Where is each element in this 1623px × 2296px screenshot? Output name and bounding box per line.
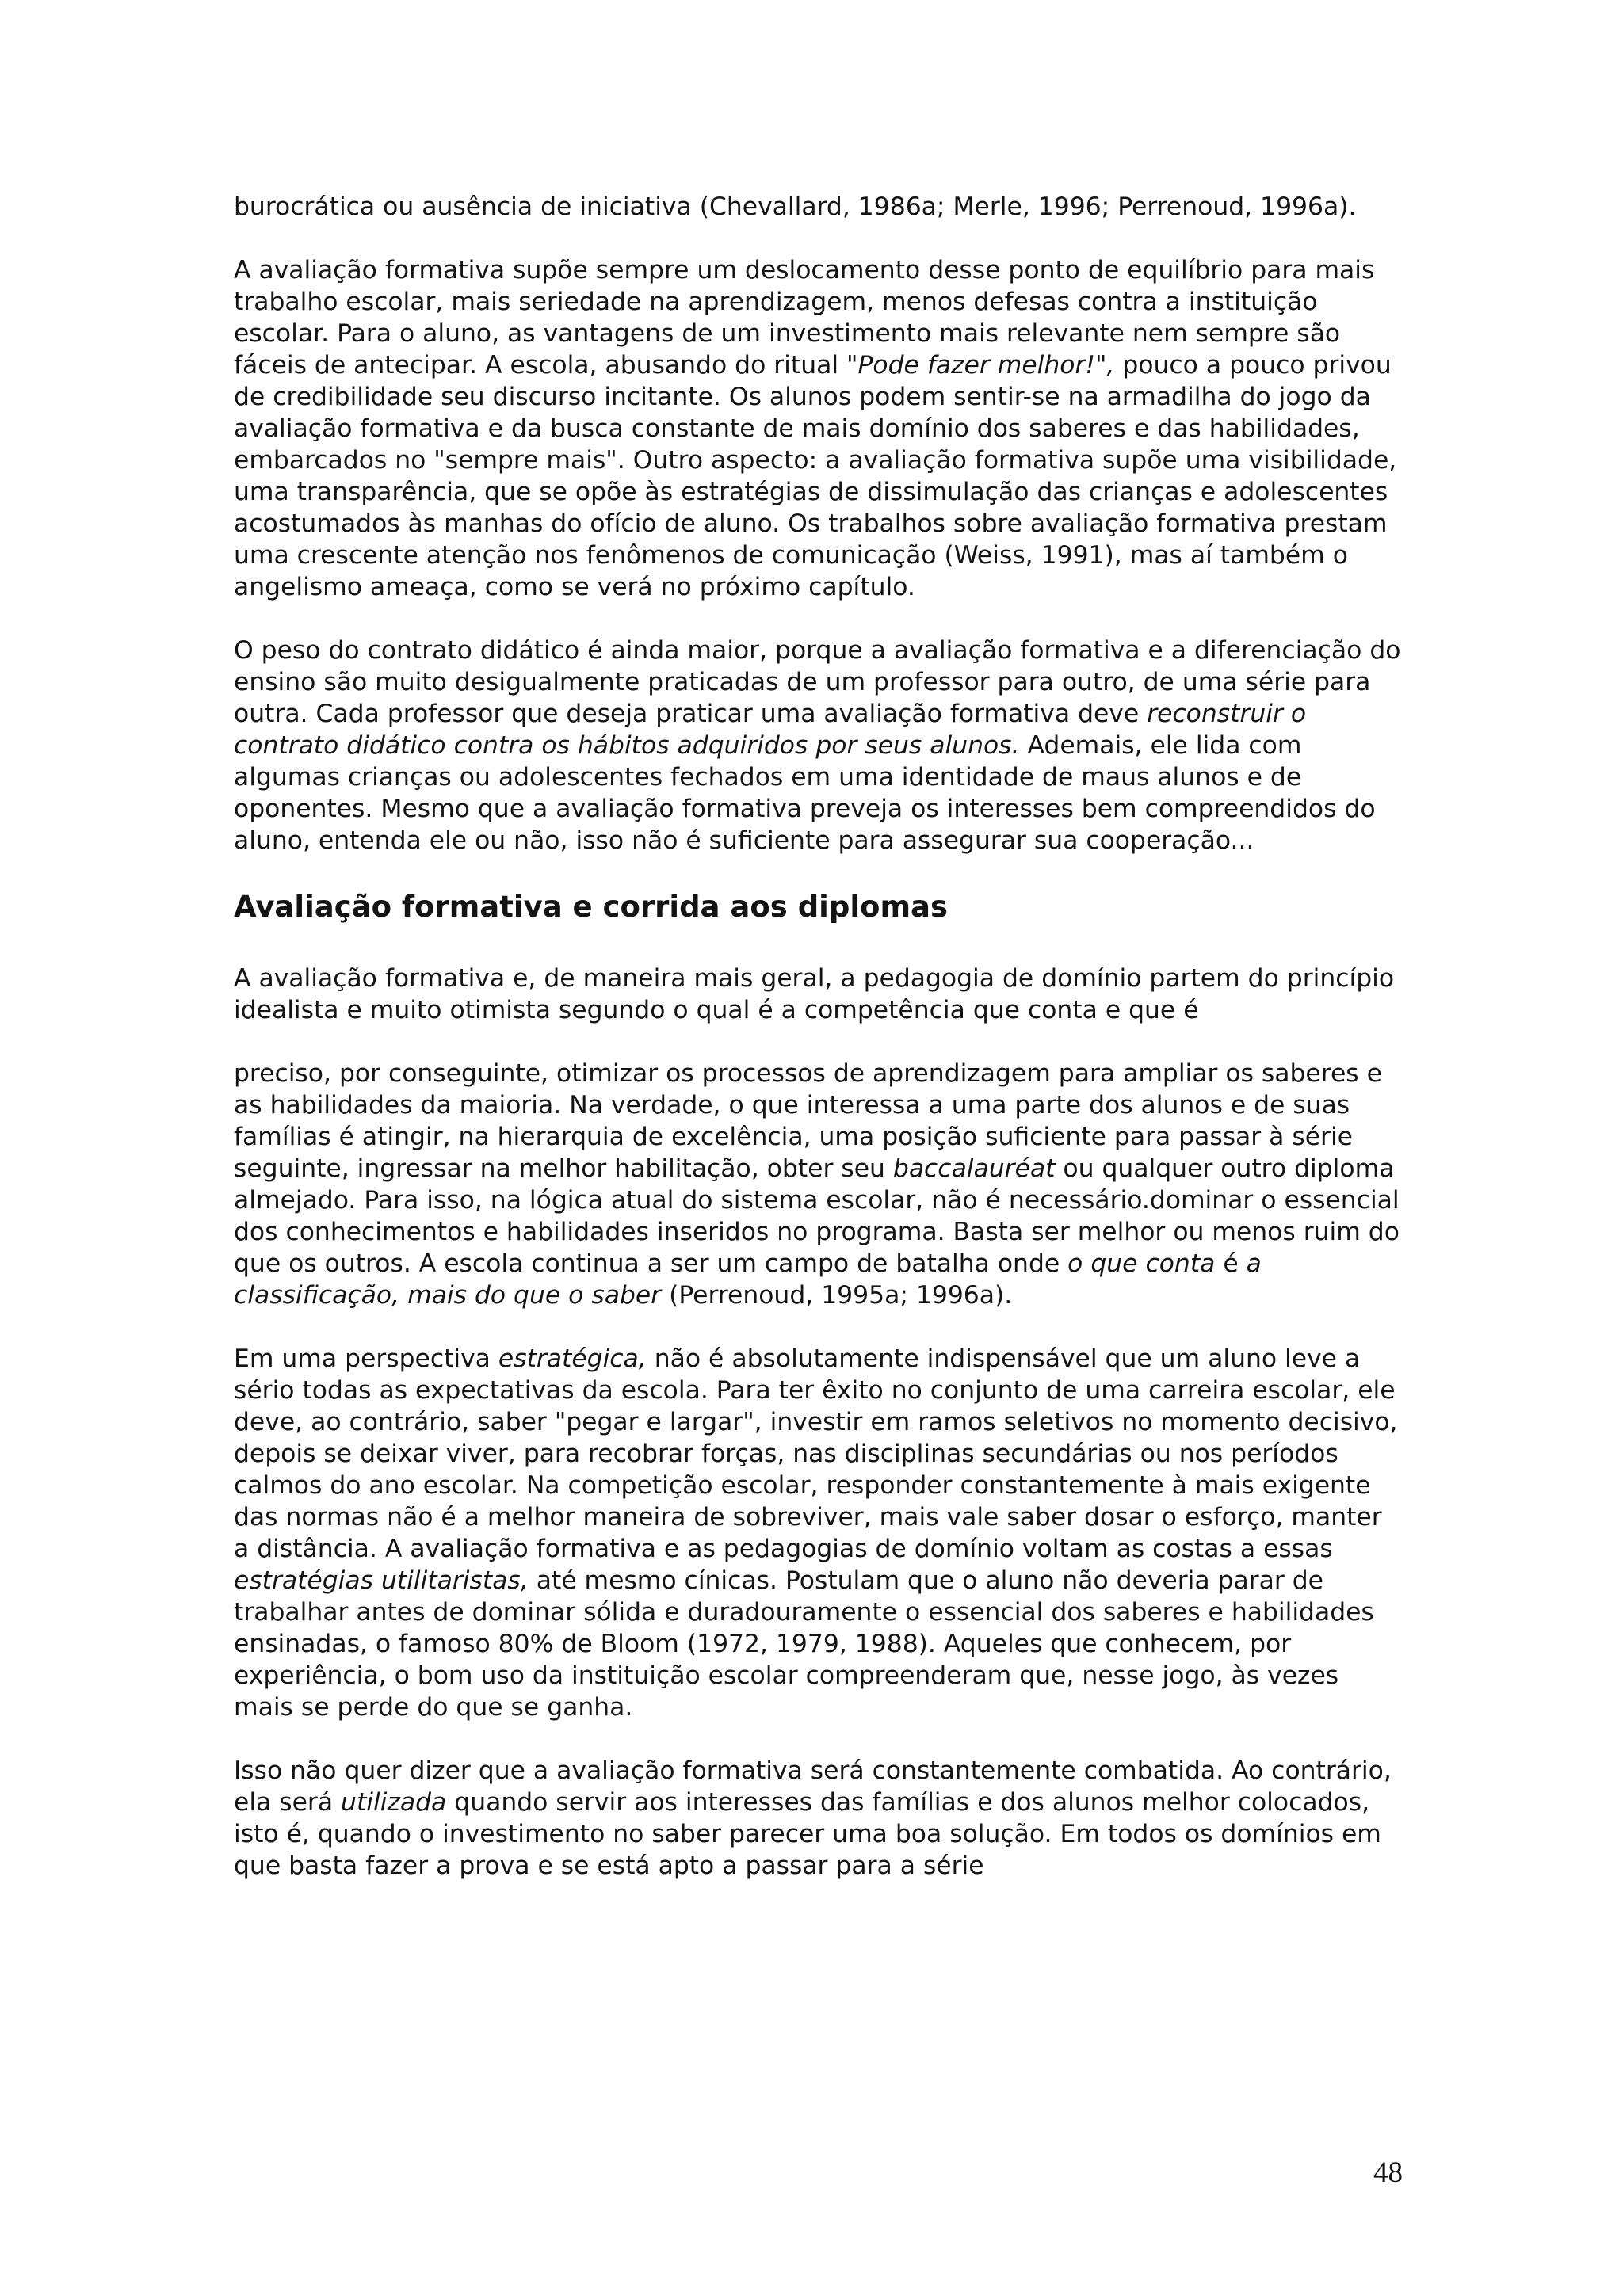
text-span: Ademais, ele lida com algumas crianças ou adolescentes fechados em uma identidade de maus alunos e de oponentes. Mesmo que a avaliação formativa preveja os interesses bem compreendidos do aluno, entenda ele ou não, isso não é suficiente para assegurar sua cooperação... [234, 731, 1376, 855]
text-span: não é absolutamente indispensável que um aluno leve a sério todas as expectativas da escola. Para ter êxito no conjunto de uma carreira escolar, ele deve, ao contrário, saber "pegar e largar", investir em ramos seletivos no momento decisivo, depois se deixar viver, para recobrar forças, nas disciplinas secundárias ou nos períodos calmos do ano escolar. Na competição escolar, responder constantemente à mais exigente das normas não é a melhor maneira de sobreviver, mais vale saber dosar o esforço, manter a distância. A avaliação formativa e as pedagogias de domínio voltam as costas a essas [234, 1344, 1398, 1563]
italic-text-span: a classificação, mais do que o saber [234, 1249, 1262, 1310]
italic-text-span: baccalauréat [892, 1154, 1056, 1183]
page-number: 48 [1373, 2157, 1403, 2189]
text-span: Em uma perspectiva [234, 1344, 498, 1373]
text-span: até mesmo cínicas. Postulam que o aluno não deveria parar de trabalhar antes de dominar sólida e duradouramente o essencial dos saberes e habilidades ensinadas, o famoso 80% de Bloom (1972, 1979, 1988). Aqueles que conhecem, por experiência, o bom uso da instituição escolar compreenderam que, nesse jogo, às vezes mais se perde do que se ganha. [234, 1566, 1374, 1722]
text-span: O peso do contrato didático é ainda maior, porque a avaliação formativa e a diferenciação do ensino são muito desigualmente praticadas de um professor para outro, de uma série para outra. Cada professor que deseja praticar uma avaliação formativa deve [234, 636, 1401, 728]
text-span: ou qualquer outro diploma almejado. Para isso, na lógica atual do sistema escolar, não é necessário.dominar o essencial dos conhecimentos e habilidades inseridos no programa. Basta ser melhor ou menos ruim do que os outros. A escola continua a ser um campo de batalha onde [234, 1154, 1400, 1278]
italic-text-span: o que conta [1067, 1249, 1216, 1278]
italic-text-span: utilizada [341, 1788, 447, 1817]
body-paragraph [234, 1343, 1403, 1723]
text-span: é [1215, 1249, 1247, 1278]
text-span: A avaliação formativa e, de maneira mais geral, a pedagogia de domínio partem do princípio idealista e muito otimista segundo o qual é a competência que conta e que é [234, 964, 1395, 1024]
text-span: pouco a pouco privou de credibilidade seu discurso incitante. Os alunos podem sentir-se na armadilha do jogo da avaliação formativa e da busca constante de mais domínio dos saberes e das habilidades, embarcados no "sempre mais". Outro aspecto: a avaliação formativa supõe uma visibilidade, uma transparência, que se opõe às estratégias de dissimulação das crianças e adolescentes acostumados às manhas do ofício de aluno. Os trabalhos sobre avaliação formativa prestam uma crescente atenção nos fenômenos de comunicação (Weiss, 1991), mas aí também o angelismo ameaça, como se verá no próximo capítulo. [234, 351, 1397, 601]
italic-text-span: estratégica, [498, 1344, 647, 1373]
text-span: Isso não quer dizer que a avaliação formativa será constantemente combatida. Ao contrário, ela será [234, 1756, 1392, 1817]
body-paragraph [234, 1755, 1403, 1882]
body-paragraph [234, 635, 1403, 856]
text-span: quando servir aos interesses das famílias e dos alunos melhor colocados, isto é, quando o investimento no saber parecer uma boa solução. Em todos os domínios em que basta fazer a prova e se está apto a passar para a série [234, 1788, 1381, 1880]
body-paragraph [234, 191, 1403, 223]
body-paragraph [234, 1058, 1403, 1311]
text-span: burocrática ou ausência de iniciativa (Chevallard, 1986a; Merle, 1996; Perrenoud, 1996a). [234, 193, 1357, 221]
text-span: (Perrenoud, 1995a; 1996a). [661, 1281, 1013, 1310]
section-heading [234, 888, 1403, 926]
italic-text-span: reconstruir o contrato didático contra os hábitos adquiridos por seus alunos. [234, 700, 1307, 760]
body-paragraph [234, 254, 1403, 603]
text-span: preciso, por conseguinte, otimizar os processos de aprendizagem para ampliar os saberes e as habilidades da maioria. Na verdade, o que interessa a uma parte dos alunos e de suas famílias é atingir, na hierarquia de excelência, uma posição suficiente para passar à série seguinte, ingressar na melhor habilitação, obter seu [234, 1059, 1382, 1183]
text-span: Avaliação formativa e corrida aos diplomas [234, 890, 948, 924]
text-span: A avaliação formativa supõe sempre um deslocamento desse ponto de equilíbrio para mais trabalho escolar, mais seriedade na aprendizagem, menos defesas contra a instituição escolar. Para o aluno, as vantagens de um investimento mais relevante nem sempre são fáceis de antecipar. A escola, abusando do ritual [234, 256, 1375, 379]
italic-text-span: estratégias utilitaristas, [234, 1566, 529, 1595]
document-body [234, 191, 1403, 1913]
body-paragraph [234, 963, 1403, 1026]
italic-text-span: "Pode fazer melhor!", [846, 351, 1115, 379]
